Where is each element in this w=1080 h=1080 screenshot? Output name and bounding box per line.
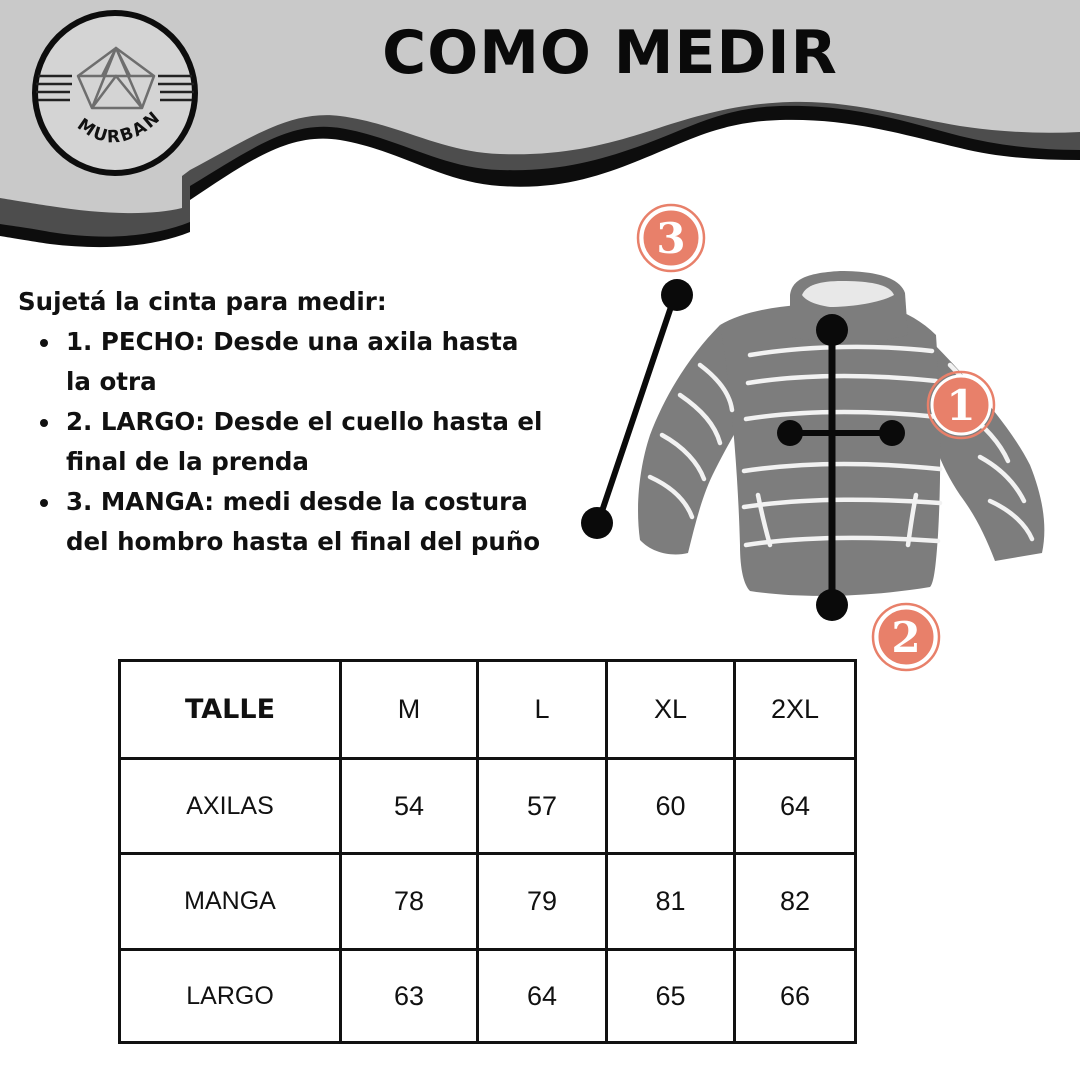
row-label-largo: LARGO bbox=[120, 950, 341, 1043]
instruction-sleeve-line2: del hombro hasta el final del puño bbox=[66, 527, 541, 556]
row-label-manga: MANGA bbox=[120, 854, 341, 950]
table-cell: 79 bbox=[478, 854, 607, 950]
header-size-2xl: 2XL bbox=[735, 661, 856, 759]
svg-text:MURBAN bbox=[73, 107, 165, 147]
table-cell: 63 bbox=[341, 950, 478, 1043]
instruction-sleeve-line1: 3. MANGA: medi desde la costura bbox=[66, 487, 528, 516]
list-item bbox=[38, 482, 588, 562]
table-header-row bbox=[120, 661, 856, 759]
table-cell: 65 bbox=[607, 950, 735, 1043]
badge-1-label: 1 bbox=[946, 381, 976, 430]
size-table bbox=[118, 659, 857, 1044]
header-size-xl: XL bbox=[607, 661, 735, 759]
badge-1 bbox=[928, 372, 994, 438]
page-title: COMO MEDIR bbox=[382, 18, 838, 88]
instructions-block bbox=[18, 282, 588, 562]
badge-3 bbox=[638, 205, 704, 271]
table-cell: 60 bbox=[607, 759, 735, 854]
badge-2 bbox=[873, 604, 939, 670]
jacket-diagram bbox=[580, 195, 1070, 675]
header-size-m: M bbox=[341, 661, 478, 759]
table-cell: 54 bbox=[341, 759, 478, 854]
table-cell: 57 bbox=[478, 759, 607, 854]
table-row bbox=[120, 950, 856, 1043]
instruction-length-line1: 2. LARGO: Desde el cuello hasta el bbox=[66, 407, 543, 436]
row-label-axilas: AXILAS bbox=[120, 759, 341, 854]
instructions-intro: Sujetá la cinta para medir: bbox=[18, 287, 387, 316]
list-item bbox=[38, 322, 588, 402]
table-row bbox=[120, 854, 856, 950]
header-talle: TALLE bbox=[120, 661, 341, 759]
list-item bbox=[38, 402, 588, 482]
instruction-length-line2: final de la prenda bbox=[66, 447, 309, 476]
table-cell: 66 bbox=[735, 950, 856, 1043]
instruction-chest-line1: 1. PECHO: Desde una axila hasta bbox=[66, 327, 519, 356]
instruction-chest-line2: la otra bbox=[66, 367, 157, 396]
table-cell: 78 bbox=[341, 854, 478, 950]
table-cell: 64 bbox=[735, 759, 856, 854]
table-cell: 82 bbox=[735, 854, 856, 950]
badge-3-label: 3 bbox=[656, 214, 686, 263]
header-size-l: L bbox=[478, 661, 607, 759]
murban-logo-text bbox=[30, 8, 200, 178]
brand-name: MURBAN bbox=[73, 106, 166, 148]
badge-2-label: 2 bbox=[891, 613, 921, 662]
instructions-list bbox=[38, 322, 588, 562]
table-row bbox=[120, 759, 856, 854]
table-cell: 81 bbox=[607, 854, 735, 950]
table-cell: 64 bbox=[478, 950, 607, 1043]
